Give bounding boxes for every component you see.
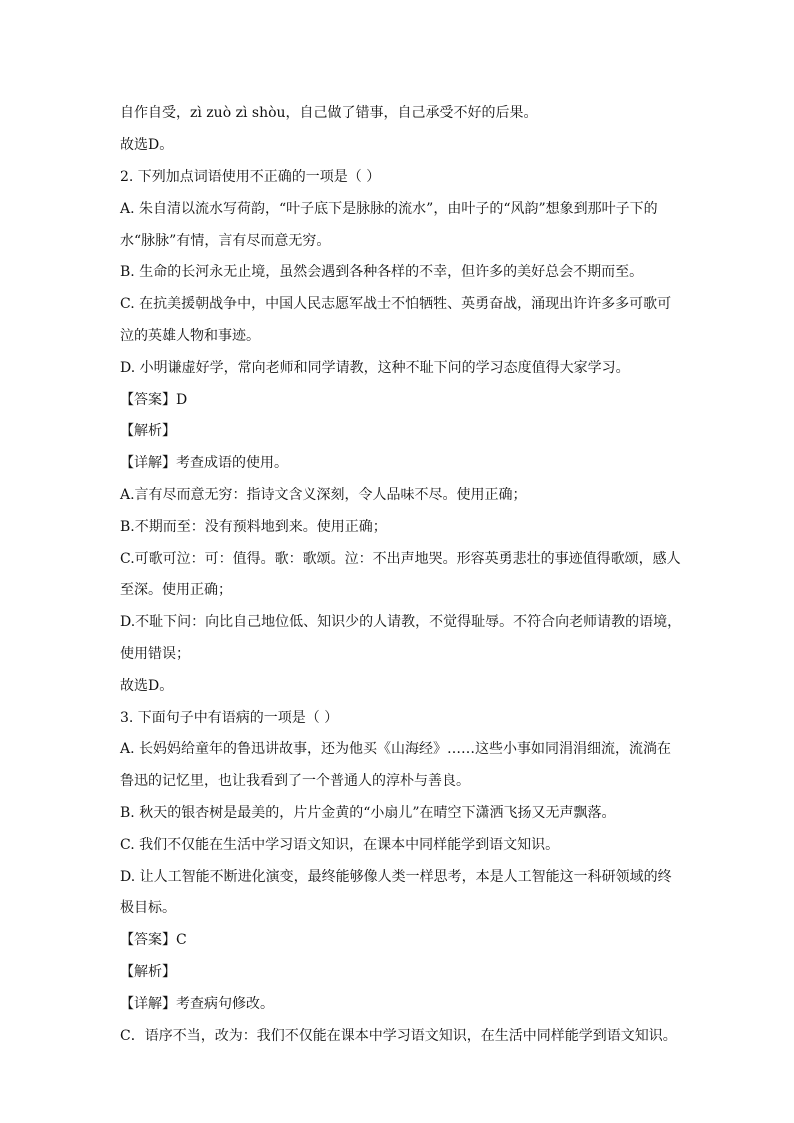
question-2-stem: 2. 下列加点词语使用不正确的一项是（ ） (120, 169, 381, 185)
question-3-option-d: D. 让人工智能不断进化演变，最终能够像人类一样思考，本是人工智能这一科研领域的终 (120, 869, 672, 885)
text-line: 自作自受，zì zuò zì shòu，自己做了错事，自己承受不好的后果。 (120, 105, 538, 121)
question-3-option-a: A. 长妈妈给童年的鲁迅讲故事，还为他买《山海经》……这些小事如同涓涓细流，流淌在 (120, 741, 672, 757)
analysis-c: C.可歌可泣：可：值得。歌：歌颂。泣：不出声地哭。形容英勇悲壮的事迹值得歌颂，感人 (120, 551, 681, 567)
text-line: 故选D。 (120, 137, 174, 153)
question-3-option-a-cont: 鲁迅的记忆里，也让我看到了一个普通人的淳朴与善良。 (120, 773, 470, 789)
analysis-d-cont: 使用错误； (120, 646, 190, 662)
answer-label: 【答案】D (120, 392, 188, 408)
question-3-option-c: C. 我们不仅能在生活中学习语文知识，在课本中同样能学到语文知识。 (120, 837, 560, 853)
question-3-option-d-cont: 极目标。 (120, 900, 176, 916)
detail-label: 【详解】考查成语的使用。 (120, 455, 288, 471)
question-3-stem: 3. 下面句子中有语病的一项是（ ） (120, 710, 339, 726)
analysis-d: D.不耻下问：向比自己地位低、知识少的人请教，不觉得耻辱。不符合向老师请教的语境， (120, 614, 682, 630)
question-2-option-c-cont: 泣的英雄人物和事迹。 (120, 328, 260, 344)
question-2-option-c: C. 在抗美援朝战争中，中国人民志愿军战士不怕牺牲、英勇奋战，涌现出许许多多可歌可 (120, 296, 672, 312)
analysis-b: B.不期而至：没有预料地到来。使用正确； (120, 519, 387, 535)
answer-label: 【答案】C (120, 932, 187, 948)
question-2-option-a-cont: 水“脉脉”有情，言有尽而意无穷。 (120, 233, 331, 249)
analysis-label: 【解析】 (120, 423, 176, 439)
question-2-option-d: D. 小明谦虚好学，常向老师和同学请教，这种不耻下问的学习态度值得大家学习。 (120, 360, 630, 376)
analysis-c-cont: 至深。使用正确； (120, 582, 232, 598)
question-2-option-b: B. 生命的长河永无止境，虽然会遇到各种各样的不幸，但许多的美好总会不期而至。 (120, 264, 644, 280)
text-line: 故选D。 (120, 678, 174, 694)
analysis-a: A.言有尽而意无穷：指诗文含义深刻，令人品味不尽。使用正确； (120, 487, 527, 503)
question-3-option-b: B. 秋天的银杏树是最美的，片片金黄的“小扇儿”在晴空下潇洒飞扬又无声飘落。 (120, 805, 616, 821)
analysis-label: 【解析】 (120, 964, 176, 980)
detail-label: 【详解】考查病句修改。 (120, 996, 274, 1012)
analysis-c-correction: C．语序不当，改为：我们不仅能在课本中学习语文知识，在生活中同样能学到语文知识。 (120, 1028, 677, 1044)
question-2-option-a: A. 朱自清以流水写荷韵，“叶子底下是脉脉的流水”，由叶子的“风韵”想象到那叶子下的 (120, 201, 658, 217)
